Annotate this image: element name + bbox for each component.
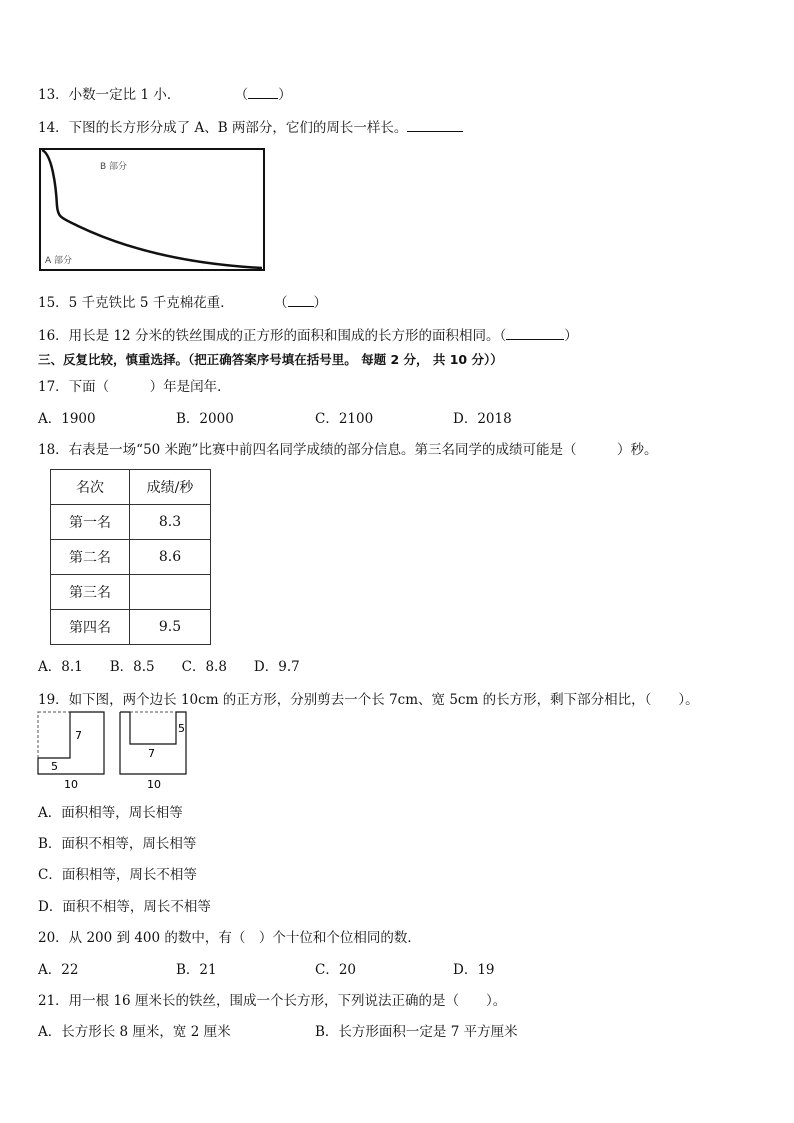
question-16-text: 16．用长是 12 分米的铁丝围成的正方形的面积和围成的长方形的面积相同。（ <box>38 328 507 344</box>
answer-blank-14[interactable] <box>407 119 463 132</box>
table-header-row <box>51 470 211 505</box>
q18-options[interactable]: A．8.1 B．8.5 C．8.8 D．9.7 <box>38 659 300 675</box>
label-10: 10 <box>147 778 161 791</box>
question-15: 15．5 千克铁比 5 千克棉花重． （ ） <box>38 295 328 311</box>
question-13: 13．小数一定比 1 小． （ ） <box>38 87 292 103</box>
q20-option-c[interactable]: C．20 <box>315 962 357 978</box>
question-14-text: 14．下图的长方形分成了 A、B 两部分，它们的周长一样长。 <box>38 120 408 136</box>
q19-option-b[interactable]: B．面积不相等，周长相等 <box>38 836 197 852</box>
cut-outline-dashed <box>38 712 104 774</box>
q19-option-c[interactable]: C．面积相等，周长不相等 <box>38 867 197 883</box>
question-14 <box>38 116 463 136</box>
q17-option-d[interactable]: D．2018 <box>453 411 512 427</box>
table-cell <box>130 575 211 610</box>
q17-option-b[interactable]: B．2000 <box>176 411 234 427</box>
table-cell: 8.3 <box>130 505 211 540</box>
table-cell: 第二名 <box>51 540 130 575</box>
question-15-text: 15．5 千克铁比 5 千克棉花重． <box>38 295 234 311</box>
answer-blank-16[interactable] <box>506 327 564 340</box>
label-a-part: A 部分 <box>45 256 73 266</box>
question-19-text: 19．如下图，两个边长 10cm 的正方形，分别剪去一个长 7cm、宽 5cm 的长方形，剩下部分相比，（ ）。 <box>38 692 699 708</box>
label-7: 7 <box>148 747 155 760</box>
q20-option-d[interactable]: D．19 <box>453 962 495 978</box>
table-row <box>51 505 211 540</box>
question-21-text: 21．用一根 16 厘米长的铁丝，围成一个长方形，下列说法正确的是（ ）。 <box>38 993 507 1009</box>
q17-option-c[interactable]: C．2100 <box>315 411 374 427</box>
answer-blank-13[interactable] <box>248 86 278 99</box>
label-7: 7 <box>75 729 82 742</box>
question-18-text: 18．右表是一场“50 米跑”比赛中前四名同学成绩的部分信息。第三名同学的成绩可能是（ ）秒。 <box>38 442 658 458</box>
question-16: 16．用长是 12 分米的铁丝围成的正方形的面积和围成的长方形的面积相同。（ ） <box>38 328 578 344</box>
table-cell: 9.5 <box>130 610 211 645</box>
q20-option-a[interactable]: A．22 <box>38 962 79 978</box>
answer-blank-15[interactable] <box>288 294 314 307</box>
square-figure-2 <box>118 710 192 792</box>
label-b-part: B 部分 <box>100 162 128 172</box>
label-5: 5 <box>51 760 58 773</box>
section-3-heading: 三、反复比较，慎重选择。（把正确答案序号填在括号里。 每题 2 分， 共 10 分）） <box>38 352 503 367</box>
remaining-shape-outline <box>38 712 104 774</box>
question-17-text: 17．下面（ ）年是闰年． <box>38 379 231 395</box>
q19-option-a[interactable]: A．面积相等，周长相等 <box>38 805 183 821</box>
race-results-table <box>50 469 211 645</box>
table-header-cell: 名次 <box>51 470 130 505</box>
question-20-text: 20．从 200 到 400 的数中，有（ ）个十位和个位相同的数． <box>38 930 421 946</box>
table-cell: 第一名 <box>51 505 130 540</box>
label-10: 10 <box>64 778 78 791</box>
table-row <box>51 610 211 645</box>
q21-option-a[interactable]: A．长方形长 8 厘米，宽 2 厘米 <box>38 1024 231 1040</box>
table-cell: 第四名 <box>51 610 130 645</box>
table-header-cell: 成绩/秒 <box>130 470 211 505</box>
q19-option-d[interactable]: D．面积不相等，周长不相等 <box>38 899 211 915</box>
square-figure-1 <box>36 710 110 792</box>
rectangle-ab-figure <box>38 146 268 274</box>
label-5: 5 <box>178 722 185 735</box>
table-cell: 8.6 <box>130 540 211 575</box>
table-cell: 第三名 <box>51 575 130 610</box>
q20-option-b[interactable]: B．21 <box>176 962 217 978</box>
q17-option-a[interactable]: A．1900 <box>38 411 96 427</box>
table-row <box>51 540 211 575</box>
question-13-text: 13．小数一定比 1 小． <box>38 87 181 103</box>
table-row <box>51 575 211 610</box>
remaining-shape-outline <box>120 712 186 774</box>
q21-option-b[interactable]: B．长方形面积一定是 7 平方厘米 <box>315 1024 518 1040</box>
